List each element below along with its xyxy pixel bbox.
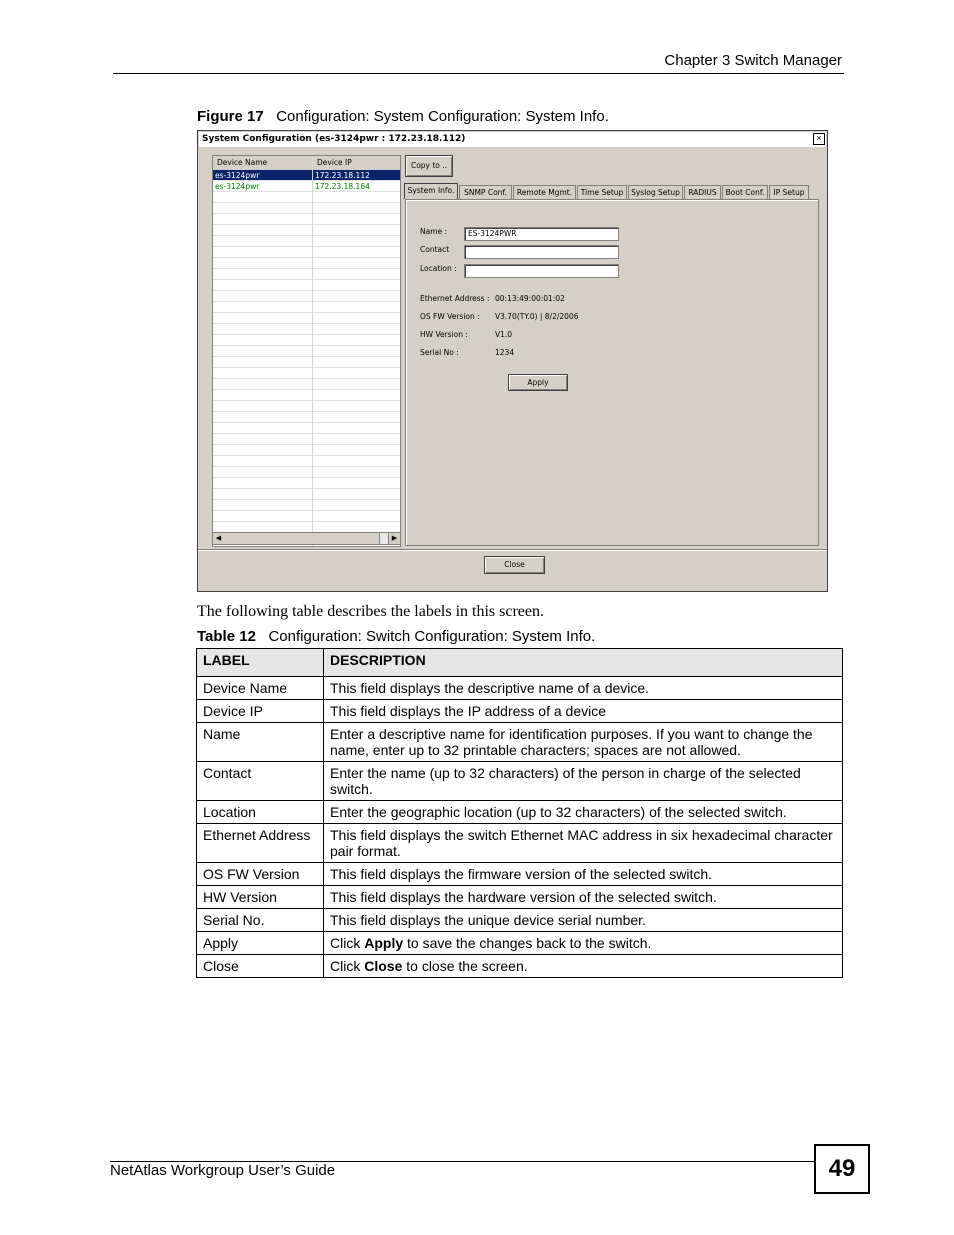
list-item[interactable] xyxy=(213,390,400,401)
row-description: Enter the geographic location (up to 32 characters) of the selected switch. xyxy=(324,801,843,824)
list-item[interactable] xyxy=(213,335,400,346)
list-item[interactable] xyxy=(213,170,400,181)
row-description: This field displays the hardware version of the selected switch. xyxy=(324,886,843,909)
list-item[interactable] xyxy=(213,412,400,423)
list-item[interactable] xyxy=(213,302,400,313)
ethernet-address-label: Ethernet Address : xyxy=(420,294,490,303)
row-label: Ethernet Address xyxy=(197,824,324,863)
table-row xyxy=(197,886,843,909)
location-input[interactable] xyxy=(464,264,619,278)
list-item[interactable] xyxy=(213,445,400,456)
row-label: Device Name xyxy=(197,677,324,700)
table-header-row xyxy=(197,649,843,677)
list-item[interactable] xyxy=(213,203,400,214)
list-item[interactable] xyxy=(213,346,400,357)
chapter-header: Chapter 3 Switch Manager xyxy=(664,52,842,69)
list-item[interactable] xyxy=(213,357,400,368)
os-fw-version-label: OS FW Version : xyxy=(420,312,480,321)
header-description: DESCRIPTION xyxy=(324,649,843,677)
row-description: This field displays the switch Ethernet MAC address in six hexadecimal character pair format. xyxy=(324,824,843,863)
list-item[interactable] xyxy=(213,478,400,489)
scroll-right-icon[interactable]: ▶ xyxy=(388,533,400,544)
row-description: This field displays the descriptive name of a device. xyxy=(324,677,843,700)
row-label: Name xyxy=(197,723,324,762)
description-text: to close the screen. xyxy=(402,958,528,974)
list-item[interactable] xyxy=(213,192,400,203)
system-configuration-dialog xyxy=(197,130,828,592)
list-item[interactable] xyxy=(213,368,400,379)
tab-time-setup[interactable]: Time Setup xyxy=(577,185,627,199)
row-label: Location xyxy=(197,801,324,824)
list-item[interactable] xyxy=(213,511,400,522)
device-name-cell: es-3124pwr xyxy=(215,171,260,180)
dialog-title: System Configuration (es-3124pwr : 172.23.18.112) xyxy=(199,132,826,147)
scroll-thumb[interactable] xyxy=(224,533,380,544)
scroll-left-icon[interactable]: ◀ xyxy=(213,533,225,544)
list-item[interactable] xyxy=(213,401,400,412)
list-item[interactable] xyxy=(213,313,400,324)
row-label: HW Version xyxy=(197,886,324,909)
row-label: Close xyxy=(197,955,324,978)
description-text: Click xyxy=(330,935,365,951)
list-item[interactable] xyxy=(213,500,400,511)
row-label: Device IP xyxy=(197,700,324,723)
ethernet-address-value: 00:13:49:00:01:02 xyxy=(495,294,565,303)
intro-paragraph: The following table describes the labels in this screen. xyxy=(197,603,545,620)
list-item[interactable] xyxy=(213,324,400,335)
list-item[interactable] xyxy=(213,456,400,467)
close-icon[interactable]: × xyxy=(813,133,825,145)
location-label: Location : xyxy=(420,264,457,273)
table-row xyxy=(197,955,843,978)
row-description: Enter the name (up to 32 characters) of the person in charge of the selected switch. xyxy=(324,762,843,801)
figure-title: Configuration: System Configuration: System Info. xyxy=(276,108,609,125)
column-device-name[interactable]: Device Name xyxy=(217,158,268,167)
tab-boot-conf[interactable]: Boot Conf. xyxy=(722,185,768,199)
row-label: OS FW Version xyxy=(197,863,324,886)
tab-system-info[interactable]: System Info. xyxy=(404,183,458,199)
description-text: to save the changes back to the switch. xyxy=(403,935,652,951)
device-list-header xyxy=(213,156,400,171)
serial-no-value: 1234 xyxy=(495,348,515,357)
labels-table xyxy=(196,648,843,978)
row-description xyxy=(324,932,843,955)
table-row xyxy=(197,677,843,700)
name-label: Name : xyxy=(420,227,448,236)
table-row xyxy=(197,909,843,932)
close-button[interactable]: Close xyxy=(484,556,545,574)
row-description: Enter a descriptive name for identification purposes. If you want to change the name, enter up to 32 printable characters; spaces are not allowed. xyxy=(324,723,843,762)
horizontal-scrollbar[interactable] xyxy=(212,532,401,545)
os-fw-version-value: V3.70(TY.0) | 8/2/2006 xyxy=(495,312,579,321)
page-number: 49 xyxy=(814,1144,870,1194)
table-row xyxy=(197,824,843,863)
description-bold: Apply xyxy=(364,935,404,951)
contact-input[interactable] xyxy=(464,245,619,259)
table-row xyxy=(197,801,843,824)
apply-button[interactable]: Apply xyxy=(508,374,568,391)
tab-syslog-setup[interactable]: Syslog Setup xyxy=(628,185,683,199)
row-description: This field displays the unique device serial number. xyxy=(324,909,843,932)
device-ip-cell: 172.23.18.112 xyxy=(315,171,370,180)
tab-radius[interactable]: RADIUS xyxy=(684,185,721,199)
column-device-ip[interactable]: Device IP xyxy=(317,158,352,167)
row-label: Serial No. xyxy=(197,909,324,932)
list-item[interactable] xyxy=(213,236,400,247)
table-row xyxy=(197,762,843,801)
table-row xyxy=(197,932,843,955)
list-item[interactable] xyxy=(213,214,400,225)
hw-version-value: V1.0 xyxy=(495,330,513,339)
table-caption xyxy=(197,628,595,645)
name-input[interactable]: ES-3124PWR xyxy=(464,227,619,241)
row-label: Contact xyxy=(197,762,324,801)
header-label: LABEL xyxy=(197,649,324,677)
list-item[interactable] xyxy=(213,258,400,269)
header-rule xyxy=(113,73,844,74)
list-item[interactable] xyxy=(213,423,400,434)
device-ip-cell: 172.23.18.164 xyxy=(315,182,370,191)
description-bold: Close xyxy=(364,958,403,974)
row-description: This field displays the IP address of a device xyxy=(324,700,843,723)
list-item[interactable] xyxy=(213,225,400,236)
dialog-separator xyxy=(198,549,827,550)
copy-to-button[interactable]: Copy to .. xyxy=(405,155,453,177)
column-separator xyxy=(312,156,313,546)
list-item[interactable] xyxy=(213,434,400,445)
hw-version-label: HW Version : xyxy=(420,330,468,339)
contact-label: Contact xyxy=(420,245,450,254)
row-description xyxy=(324,955,843,978)
device-name-cell: es-3124pwr xyxy=(215,182,260,191)
footer-guide-title: NetAtlas Workgroup User’s Guide xyxy=(110,1162,336,1179)
table-title: Configuration: Switch Configuration: System Info. xyxy=(268,628,596,645)
row-description: This field displays the firmware version of the selected switch. xyxy=(324,863,843,886)
description-text: Click xyxy=(330,958,365,974)
list-item[interactable] xyxy=(213,379,400,390)
list-item[interactable] xyxy=(213,489,400,500)
device-list[interactable] xyxy=(212,155,401,547)
tab-ip-setup[interactable]: IP Setup xyxy=(769,185,809,199)
tab-snmp-conf[interactable]: SNMP Conf. xyxy=(459,185,512,199)
list-item[interactable] xyxy=(213,467,400,478)
figure-label: Figure 17 xyxy=(197,108,264,125)
list-item[interactable] xyxy=(213,291,400,302)
serial-no-label: Serial No : xyxy=(420,348,459,357)
list-item[interactable] xyxy=(213,247,400,258)
list-item[interactable] xyxy=(213,280,400,291)
table-label: Table 12 xyxy=(197,628,256,645)
table-row xyxy=(197,700,843,723)
list-item[interactable] xyxy=(213,181,400,192)
list-item[interactable] xyxy=(213,269,400,280)
figure-caption xyxy=(197,108,609,125)
table-row xyxy=(197,863,843,886)
tab-remote-mgmt[interactable]: Remote Mgmt. xyxy=(513,185,576,199)
row-label: Apply xyxy=(197,932,324,955)
table-row xyxy=(197,723,843,762)
